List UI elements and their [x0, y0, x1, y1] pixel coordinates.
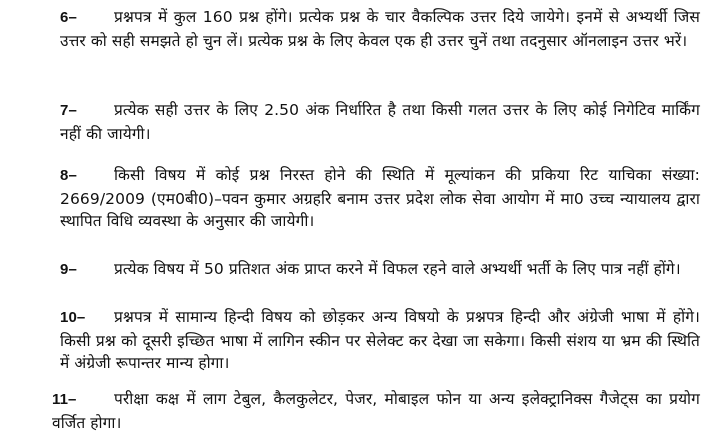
item-text: किसी विषय में कोई प्रश्न निरस्त होने की स्थिति में मूल्यांकन की प्रकिया रिट याचिका संख्या: 2669/2009 (एम0बी0)–पवन कुमार अग्रहरि बनाम उत्तर प्रदेश लोक सेवा आयोग में मा0 उच्च न्यायालय द्वारा स्थापित विधि व्यवस्था के अनुसार की जायेगी। [60, 166, 700, 230]
item-number: 6– [60, 9, 77, 26]
instruction-item-11 [52, 388, 700, 434]
item-text: परीक्षा कक्ष में लाग टेबुल, कैलकुलेटर, पेजर, मोबाइल फोन या अन्य इलेक्ट्रानिक्स गैजेट्स का प्रयोग वर्जित होगा। [52, 390, 700, 432]
item-text: प्रत्येक सही उत्तर के लिए 2.50 अंक निर्धारित है तथा किसी गलत उत्तर के लिए कोई निगेटिव मार्किंग नहीं की जायेगी। [60, 101, 700, 143]
item-text: प्रश्नपत्र में सामान्य हिन्दी विषय को छोड़कर अन्य विषयो के प्रश्नपत्र हिन्दी और अंग्रेजी भाषा में होंगे। किसी प्रश्न को दूसरी इच्छित भाषा में लागिन स्कीन पर सेलेक्ट कर देखा जा सकेगा। किसी संशय या भ्रम की स्थिति में अंग्रेजी रूपान्तर मान्य होगा। [60, 308, 700, 372]
instruction-item-10 [60, 306, 700, 375]
instruction-item-9 [60, 258, 700, 282]
instruction-item-7 [60, 99, 700, 145]
instruction-item-6 [60, 6, 700, 52]
instruction-item-8 [60, 164, 700, 233]
item-text: प्रश्नपत्र में कुल 160 प्रश्न होंगे। प्रत्येक प्रश्न के चार वैकल्पिक उत्तर दिये जायेगे। इनमें से अभ्यर्थी जिस उत्तर को सही समझते हो चुन लें। प्रत्येक प्रश्न के लिए केवल एक ही उत्तर चुनें तथा तदनुसार ऑनलाइन उत्तर भरें। [60, 8, 700, 50]
item-number: 9– [60, 261, 77, 278]
item-number: 11– [52, 391, 77, 408]
item-number: 7– [60, 102, 77, 119]
item-number: 10– [60, 309, 86, 326]
item-text: प्रत्येक विषय में 50 प्रतिशत अंक प्राप्त करने में विफल रहने वाले अभ्यर्थी भर्ती के लिए पात्र नहीं होंगे। [114, 260, 681, 278]
item-number: 8– [60, 167, 77, 184]
